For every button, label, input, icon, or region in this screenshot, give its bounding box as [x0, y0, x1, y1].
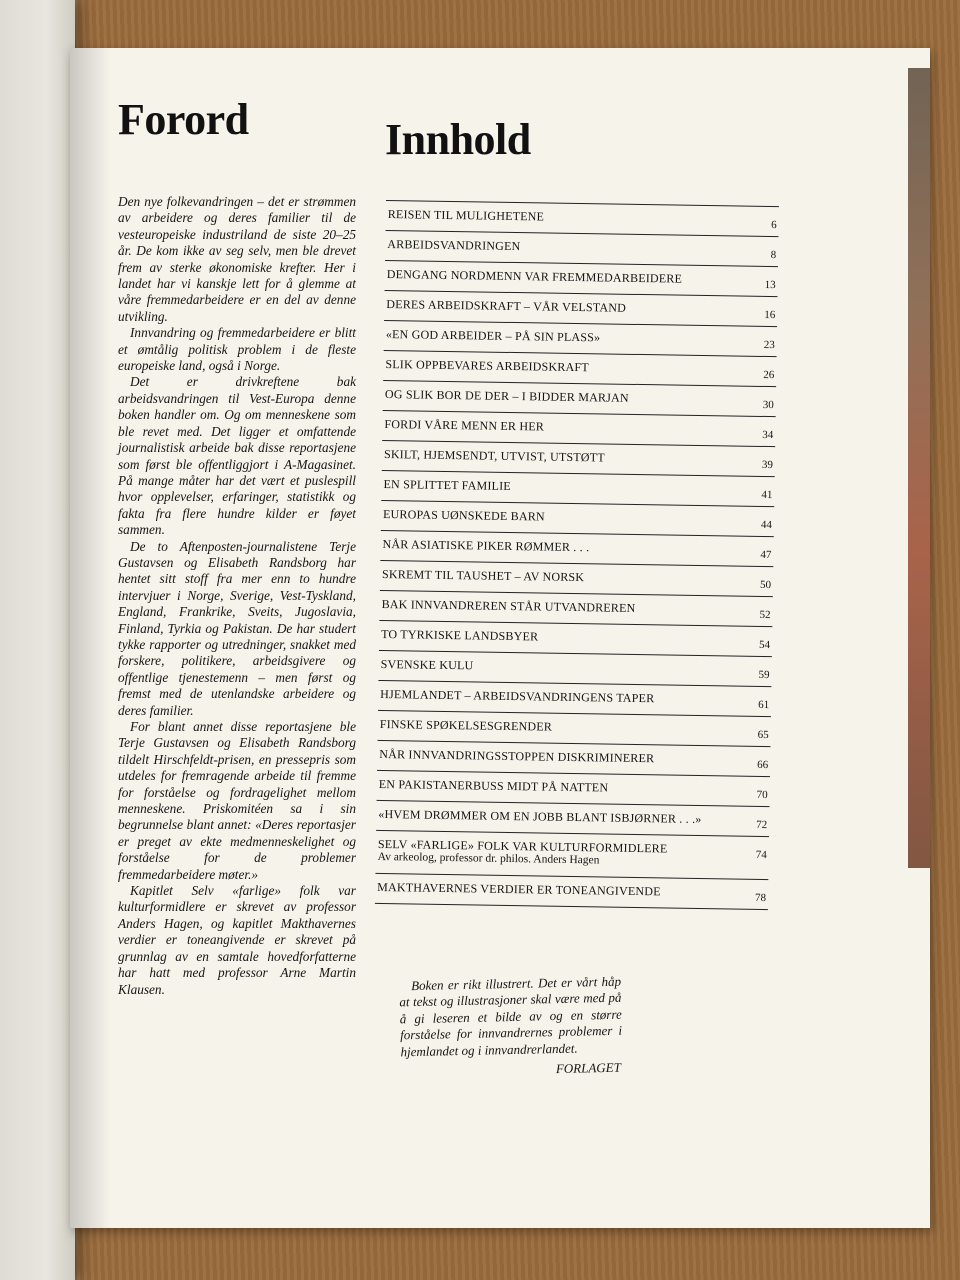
forord-paragraph: Det er drivkreftene bak arbeidsvandringen til Vest-Europa denne boken handler om. Og om menneskene som ble revet med. Det ligger et omfattende journalistisk arbeide bak disse reportasjene som først ble offentliggjort i A-Magasinet. På mange måter har det vært et puslespill hvor opplevelser, erfaringer, statistikk og fakta fra flere hundre kilder er føyet sammen. — [118, 374, 356, 538]
toc-entry-page: 72 — [756, 818, 768, 832]
publisher-note-text: Boken er rikt illustrert. Det er vårt håp at tekst og illustrasjoner skal være med på å gi leseren et bilde av og en større forståelse for innvandrernes problemer i hjemlandet og i innvandrerlandet. — [399, 973, 623, 1059]
toc-entry-title: SVENSKE KULU — [380, 656, 474, 673]
facing-page-edge — [0, 0, 75, 1280]
toc-entry-title: FINSKE SPØKELSESGRENDER — [379, 716, 553, 734]
toc-entry-page: 61 — [758, 698, 770, 712]
toc-entry-title: EUROPAS UØNSKEDE BARN — [382, 506, 545, 524]
toc-entry-page: 23 — [763, 338, 775, 352]
toc-entry-title: «EN GOD ARBEIDER – PÅ SIN PLASS» — [385, 327, 601, 345]
toc-entry-page: 52 — [759, 608, 771, 622]
toc-entry-title: ARBEIDSVANDRINGEN — [387, 237, 521, 254]
toc-entry-page: 70 — [756, 788, 768, 802]
forord-paragraph: Innvandring og fremmedarbeidere er blitt et ømtålig politisk problem i de fleste europeiske land, også i Norge. — [118, 325, 356, 374]
forord-paragraph: Kapitlet Selv «farlige» folk var kulturformidlere er skrevet av professor Anders Hagen, og kapitlet Makthavernes verdier er toneangivende er skrevet på grunnlag av en samtale hovedforfatterne har hatt med professor Arne Martin Klausen. — [118, 883, 356, 997]
toc-entry-title: REISEN TIL MULIGHETENE — [387, 207, 545, 224]
forord-paragraph: For blant annet disse reportasjene ble Terje Gustavsen og Elisabeth Randsborg tildelt Hirschfeldt-prisen, en pressepris som utdeles for fremragende arbeide til fremme for forståelse og fordragelighet mellom menneskene. Priskomitéen sa i sin begrunnelse blant annet: «Deres reportasjer er preget av ekte medmenneskelighet og forståelse for de problemer fremmedarbeidere møter.» — [118, 719, 356, 882]
toc-entry-page: 78 — [754, 891, 767, 905]
toc-entry-page: 50 — [759, 578, 772, 592]
facing-page-ghost-text — [0, 250, 30, 310]
page-edge-strip — [908, 68, 930, 868]
toc-entry — [375, 873, 768, 909]
toc-entry-title: SKILT, HJEMSENDT, UTVIST, UTSTØTT — [383, 447, 605, 465]
toc-entry-title: FORDI VÅRE MENN ER HER — [384, 417, 545, 434]
toc-entry-page: 44 — [760, 518, 773, 532]
publisher-signature: FORLAGET — [555, 1059, 622, 1077]
forord-paragraph: De to Aftenposten-journalistene Terje Gustavsen og Elisabeth Randsborg har hentet sitt stoff fra mer enn to hundre intervjuer i Norge, Sverige, Vest-Tyskland, England, Frankrike, Sveits, Jugoslavia, Finland, Tyrkia og Pakistan. De har studert tykke rapporter og utredninger, snakket med forskere, politikere, arbeidsgivere og offentlige tjenestemenn – men først og fremst med de utenlandske arbeidere og deres familier. — [118, 538, 356, 718]
toc-entry-title: SLIK OPPBEVARES ARBEIDSKRAFT — [385, 357, 589, 375]
toc-entry-title: «HVEM DRØMMER OM EN JOBB BLANT ISBJØRNER . . .» — [378, 806, 702, 827]
toc-entry-page: 74 — [755, 848, 767, 862]
toc-entry-page: 47 — [760, 548, 772, 562]
toc-entry-page: 41 — [761, 488, 773, 502]
forord-text — [118, 194, 356, 998]
toc-entry-page: 65 — [757, 728, 769, 742]
toc-entry-subtitle: Av arkeolog, professor dr. philos. Anders Hagen — [377, 850, 600, 867]
toc-entry-page: 54 — [758, 638, 771, 652]
toc-entry-title: SKREMT TIL TAUSHET – AV NORSK — [382, 566, 585, 585]
toc-entry-title: HJEMLANDET – ARBEIDSVANDRINGENS TAPER — [380, 686, 655, 706]
book-page — [70, 48, 930, 1228]
toc-entry-title: TO TYRKISKE LANDSBYER — [381, 626, 539, 644]
toc-entry-title: BAK INNVANDREREN STÅR UTVANDREREN — [381, 596, 636, 615]
toc-entry-title: EN SPLITTET FAMILIE — [383, 476, 511, 493]
toc-entry — [375, 830, 769, 879]
toc-entry-title: OG SLIK BOR DE DER – I BIDDER MARJAN — [384, 387, 629, 405]
forord-paragraph: Den nye folkevandringen – det er strømmen av arbeidere og deres familier til de vesteuropeiske industriland de siste 20–25 år. De kom ikke av seg selv, men ble drevet frem av sterke økonomiske krefter. Her i landet har vi kanskje lett for å glemme at våre fremmedarbeidere er en del av denne utvikling. — [118, 194, 356, 324]
toc-entry-page: 26 — [763, 368, 775, 382]
toc-entry-page: 13 — [764, 278, 776, 292]
innhold-heading: Innhold — [385, 115, 531, 164]
toc-entry-title: SELV «FARLIGE» FOLK VAR KULTURFORMIDLERE — [377, 836, 668, 856]
forord-heading: Forord — [118, 95, 249, 144]
toc-entry-title: MAKTHAVERNES VERDIER ER TONEANGIVENDE — [377, 879, 661, 899]
toc-entry-title: NÅR ASIATISKE PIKER RØMMER . . . — [382, 536, 590, 555]
toc-entry-page: 16 — [764, 308, 776, 322]
toc-entry-page: 66 — [757, 758, 769, 772]
publisher-note — [399, 974, 623, 1081]
toc-entry-title: EN PAKISTANERBUSS MIDT PÅ NATTEN — [378, 776, 609, 795]
toc-entry-page: 34 — [762, 428, 774, 442]
toc-entry-page: 39 — [761, 458, 773, 472]
toc-entry-page: 6 — [771, 219, 777, 232]
toc-entry-page: 8 — [770, 249, 777, 262]
toc-entry-title: DERES ARBEIDSKRAFT – VÅR VELSTAND — [386, 297, 627, 315]
toc-entry-page: 59 — [758, 668, 770, 682]
table-of-contents — [375, 200, 779, 911]
toc-entry-title: DENGANG NORDMENN VAR FREMMEDARBEIDERE — [386, 267, 683, 286]
toc-entry-title: NÅR INNVANDRINGSSTOPPEN DISKRIMINERER — [379, 746, 655, 766]
toc-entry-page: 30 — [762, 398, 774, 412]
